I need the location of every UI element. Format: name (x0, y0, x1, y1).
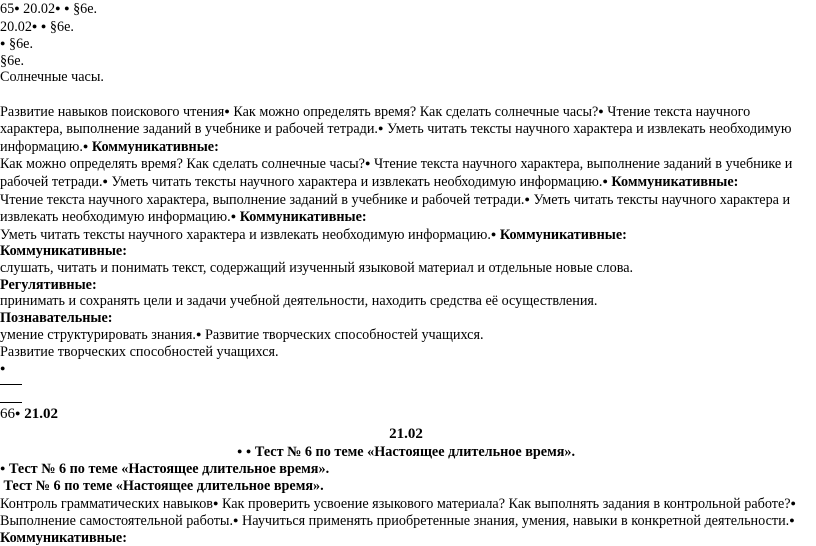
communicative-heading: Коммуникативные: (0, 243, 127, 260)
heading-inline: Коммуникативные: (236, 209, 367, 226)
paragraph-ref: §6е. (73, 1, 98, 17)
text-segment: Развитие творческих способностей учащихся. (201, 327, 484, 344)
outcomes-paragraph-3 (0, 191, 812, 226)
lesson66-header-line (0, 405, 812, 423)
paragraph-ref: §6е. (49, 18, 74, 35)
text-segment: умение структурировать знания. (0, 327, 196, 344)
text-segment: Чтение текста научного характера, выполнение заданий в учебнике и рабочей тетради. (0, 191, 525, 208)
lesson-date: 21.02 (24, 405, 58, 422)
cognitive-heading: Познавательные: (0, 309, 113, 326)
heading-inline: Коммуникативные: (0, 529, 127, 546)
cognitive-text (0, 326, 812, 344)
lesson65-header-line (0, 0, 812, 18)
bullet-icon (41, 19, 46, 35)
communicative-text: слушать, читать и понимать текст, содержащий изученный языковой материал и отдельные новые слова. (0, 259, 634, 276)
text-segment: Уметь читать тексты научного характера и извлекать необходимую информацию. (0, 226, 491, 243)
heading-inline: Коммуникативные: (607, 173, 739, 190)
control-paragraph (0, 495, 812, 546)
lesson-date: 20.02 (0, 18, 32, 35)
bullet-icon (14, 1, 19, 17)
lesson-number: 65 (0, 1, 15, 17)
text-segment: Как можно определять время? Как сделать солнечные часы? (229, 103, 599, 120)
text-segment: Уметь читать тексты научного характера и извлекать необходимую информацию. (0, 121, 792, 155)
text-segment: Выполнение самостоятельной работы. (0, 513, 234, 530)
text-segment: Уметь читать тексты научного характера и извлекать необходимую информацию. (107, 173, 603, 190)
test-title: Тест № 6 по теме «Настоящее длительное время». (254, 443, 576, 460)
bullet-icon (0, 461, 5, 477)
text-segment: Развитие навыков поискового чтения (0, 103, 225, 120)
bullet-icon (32, 19, 37, 35)
outcomes-paragraph-1 (0, 103, 812, 156)
bullet-icon (246, 444, 251, 460)
lesson66-date-center: 21.02 (389, 426, 423, 443)
text-segment: Чтение текста научного характера, выполнение заданий в учебнике и рабочей тетради. (0, 103, 751, 138)
test-title-line (0, 478, 812, 495)
heading-inline: Коммуникативные: (88, 138, 219, 155)
outcomes-paragraph-4 (0, 226, 812, 244)
lesson-number: 66 (0, 405, 15, 422)
regulative-heading: Регулятивные: (0, 276, 97, 293)
test-title-line (0, 460, 812, 478)
text-segment: Уметь читать тексты научного характера и извлекать необходимую информацию. (0, 191, 791, 226)
lesson-date: 20.02 (23, 1, 56, 17)
bullet-icon (0, 36, 5, 52)
bullet-icon (15, 406, 20, 422)
paragraph-line (0, 35, 812, 53)
text-segment: Как проверить усвоение языкового материала? Как выполнять задания в контрольной работе? (218, 495, 791, 512)
text-segment: Как можно определять время? Как сделать солнечные часы? (0, 156, 365, 173)
bullet-icon (791, 496, 796, 512)
blank-line (0, 385, 812, 402)
bullet-icon (237, 444, 242, 460)
text-segment: Чтение текста научного характера, выполнение заданий в учебнике и рабочей тетради. (0, 156, 793, 190)
test-title: Тест № 6 по теме «Настоящее длительное время». (8, 461, 330, 478)
bullet-icon (64, 1, 69, 17)
blank-line (0, 86, 812, 103)
separator-rule (0, 402, 22, 403)
date-line (0, 18, 812, 36)
text-segment: Научиться применять приобретенные знания, умения, навыки в конкретной деятельности. (238, 513, 790, 530)
outcomes-paragraph-2 (0, 155, 812, 190)
test-title: Тест № 6 по теме «Настоящее длительное время». (3, 478, 324, 495)
regulative-text: принимать и сохранять цели и задачи учебной деятельности, находить средства её осуществления. (0, 293, 598, 310)
bullet-icon (55, 1, 60, 17)
bullet-line (0, 360, 812, 378)
heading-inline: Коммуникативные: (496, 226, 627, 243)
text-segment: Контроль грамматических навыков (0, 495, 213, 512)
test-title-center (0, 443, 812, 461)
paragraph-ref-line: §6е. (0, 52, 25, 69)
paragraph-ref: §6е. (8, 36, 34, 53)
bullet-icon (0, 361, 5, 377)
development-text: Развитие творческих способностей учащихся. (0, 343, 279, 360)
lesson-topic: Солнечные часы. (0, 69, 104, 86)
bullet-icon (789, 513, 794, 529)
